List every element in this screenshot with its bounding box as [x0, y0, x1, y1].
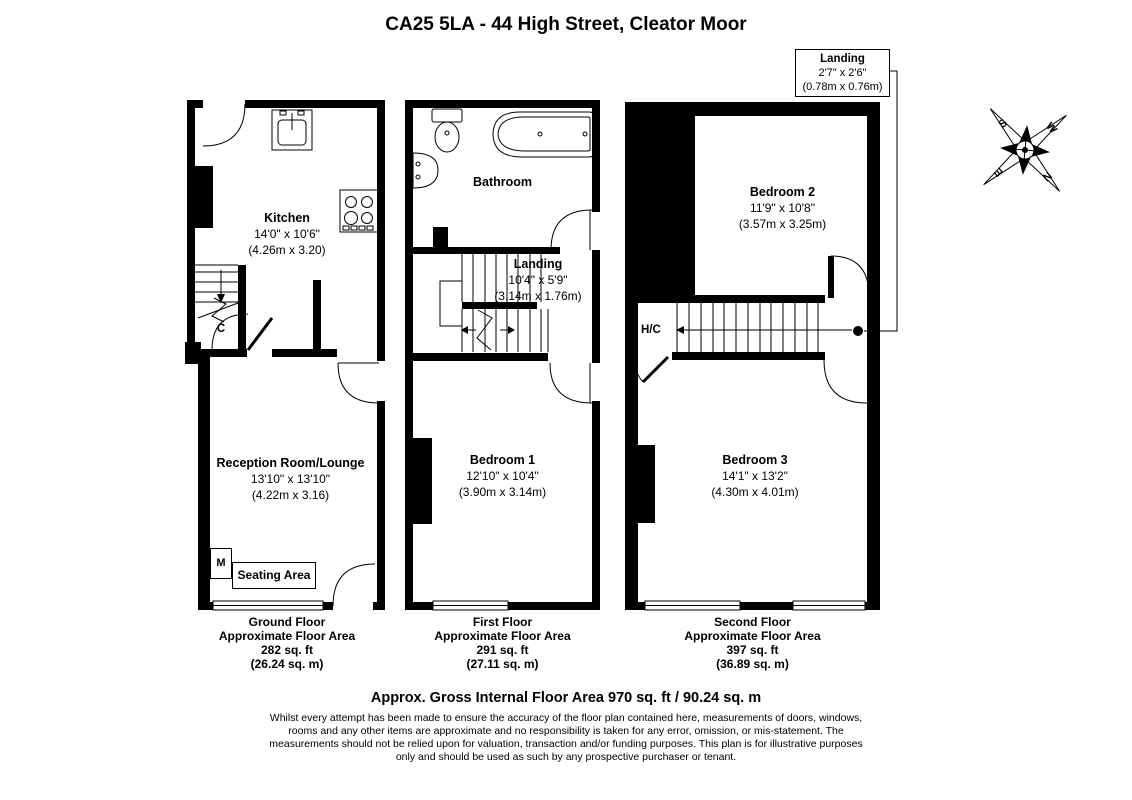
bathroom-door [551, 210, 592, 250]
landing-callout [795, 49, 890, 97]
door-arc [203, 104, 245, 146]
room-dims-metric: (3.90m x 3.14m) [458, 485, 547, 499]
bathtub-icon [493, 112, 595, 157]
floor-name: First Floor [472, 615, 533, 629]
landing-label-block [458, 256, 618, 304]
room-dims-metric: (4.26m x 3.20) [248, 243, 326, 257]
bedroom3-label-block [640, 452, 870, 500]
bedroom1-label-block [405, 452, 600, 500]
disclaimer-line: measurements should not be relied upon for valuation, transaction and/or funding purposes. This plan is for illustrative purposes [269, 738, 863, 750]
second-floor-summary [625, 615, 880, 671]
door-leaf [248, 318, 272, 350]
room-name: Reception Room/Lounge [216, 456, 365, 470]
floor-area-caption: Approximate Floor Area [684, 629, 821, 643]
floor-area-caption: Approximate Floor Area [434, 629, 571, 643]
bathroom-label: Bathroom [472, 175, 533, 189]
toilet-icon [432, 109, 462, 152]
first-window [433, 601, 508, 610]
floor-name: Ground Floor [248, 615, 326, 629]
landing-marker-dot [853, 326, 863, 336]
disclaimer-line: rooms and any other items are approximate and no responsibility is taken for any error, omission, or mis-statement. The [288, 725, 844, 737]
room-name: Kitchen [264, 211, 310, 225]
room-dims-metric: (4.22m x 3.16) [251, 488, 330, 502]
compass-w-label: W [1043, 120, 1059, 136]
room-name: Bedroom 2 [749, 185, 816, 199]
bedroom2-label-block [695, 184, 870, 232]
first-floor-summary [405, 615, 600, 671]
reception-label-block [208, 455, 373, 503]
room-dims-metric: (0.78m x 0.76m) [802, 81, 883, 93]
reception-door [338, 363, 379, 403]
room-dims-imperial: 10'4" x 5'9" [508, 273, 568, 287]
bedroom1-door [550, 363, 592, 403]
room-dims-imperial: 2'7" x 2'6" [818, 67, 867, 79]
floor-name: Second Floor [714, 615, 791, 629]
room-name: Landing [513, 257, 563, 271]
kitchen-sink-icon [272, 110, 312, 150]
ground-floor-walls [185, 100, 385, 610]
room-dims-metric: (4.30m x 4.01m) [711, 485, 799, 499]
bedroom2-door-arc [831, 256, 869, 296]
room-dims-metric: (3.14m x 1.76m) [494, 289, 582, 303]
room-name: Bedroom 3 [722, 453, 788, 467]
hc-label: H/C [641, 324, 661, 336]
gross-area-total: Approx. Gross Internal Floor Area 970 sq. ft / 90.24 sq. m [370, 690, 762, 706]
floor-area-ft: 282 sq. ft [260, 643, 314, 657]
page-title: CA25 5LA - 44 High Street, Cleator Moor [385, 14, 747, 35]
room-name: Landing [820, 53, 865, 65]
ground-front-door [333, 564, 375, 606]
meter-box: M [210, 548, 232, 579]
room-dims-imperial: 12'10" x 10'4" [466, 469, 539, 483]
compass-e-label: E [991, 165, 1006, 179]
room-dims-imperial: 13'10" x 13'10" [250, 472, 331, 486]
second-window-right [793, 601, 865, 610]
room-dims-imperial: 14'1" x 13'2" [722, 469, 788, 483]
room-dims-imperial: 11'9" x 10'8" [750, 201, 815, 215]
bedroom3-right-door-arc [824, 360, 867, 403]
floor-area-m: (27.11 sq. m) [466, 657, 539, 671]
seating-area-box: Seating Area [232, 562, 316, 589]
cupboard-label: C [216, 323, 226, 335]
disclaimer-line: only and should be used as such by any prospective purchaser or tenant. [395, 751, 737, 763]
floor-area-m: (26.24 sq. m) [250, 657, 324, 671]
ground-window [213, 601, 323, 610]
room-dims-metric: (3.57m x 3.25m) [738, 217, 827, 231]
room-dims-imperial: 14'0" x 10'6" [254, 227, 320, 241]
second-floor-walls [625, 102, 880, 610]
bedroom3-left-door [634, 357, 668, 382]
kitchen-label-block [187, 210, 387, 258]
room-name: Bedroom 1 [469, 453, 536, 467]
disclaimer-line: Whilst every attempt has been made to ensure the accuracy of the floor plan contained here, measurements of doors, windows, [269, 712, 863, 724]
compass-n-label: N [1039, 168, 1054, 184]
floor-area-ft: 397 sq. ft [726, 643, 779, 657]
compass-icon [949, 74, 1101, 226]
floor-area-ft: 291 sq. ft [476, 643, 529, 657]
second-window-left [645, 601, 740, 610]
second-floor-stairs [676, 303, 852, 352]
ground-floor-summary [187, 615, 387, 671]
floor-area-m: (36.89 sq. m) [716, 657, 789, 671]
ground-stairs [195, 265, 238, 322]
floor-area-caption: Approximate Floor Area [218, 629, 356, 643]
compass-s-label: S [996, 116, 1010, 131]
